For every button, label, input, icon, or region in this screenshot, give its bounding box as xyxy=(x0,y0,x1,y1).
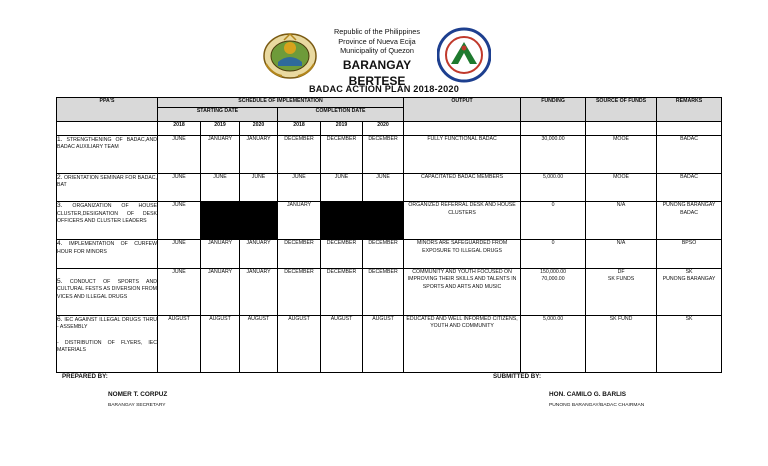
table-row xyxy=(57,268,722,315)
redacted-block xyxy=(321,202,404,240)
table-row xyxy=(57,240,722,269)
table-row xyxy=(57,136,722,174)
start-2019: AUGUST xyxy=(201,315,240,372)
ppa-cell xyxy=(57,268,158,315)
redacted-block xyxy=(201,202,278,240)
row-number: 3. xyxy=(57,202,63,210)
header-starting-date: STARTING DATE xyxy=(158,108,278,122)
completion-2020: DECEMBER xyxy=(363,240,404,269)
province-line: Province of Nueva Ecija xyxy=(338,36,416,46)
year-cell xyxy=(586,122,657,136)
action-plan-table xyxy=(56,97,722,373)
table-row xyxy=(57,315,722,372)
remarks-cell: BADAC xyxy=(657,136,722,174)
source-cell: SK FUND xyxy=(586,315,657,372)
source-cell: N/A xyxy=(586,202,657,240)
ppa-cell xyxy=(57,136,158,174)
completion-2020: AUGUST xyxy=(363,315,404,372)
source-cell xyxy=(586,268,657,315)
ppa-cell xyxy=(57,202,158,240)
submitted-by-label: SUBMITTED BY: xyxy=(493,373,542,380)
year-cell: 2019 xyxy=(201,122,240,136)
remarks-value: SK xyxy=(685,268,693,275)
ppa-subtext: - DISTRIBUTION OF FLYERS, IEC MATERIALS xyxy=(57,339,157,353)
funding-cell: 30,000.00 xyxy=(521,136,586,174)
ppa-text: STRENGTHENING OF BADAC,AND BADAC AUXILIARY TEAM xyxy=(57,137,157,151)
remarks-cell: BPSO xyxy=(657,240,722,269)
header-ppas: PPA'S xyxy=(57,98,158,122)
remarks-cell xyxy=(657,268,722,315)
start-2018: JUNE xyxy=(158,173,201,202)
year-cell: 2018 xyxy=(158,122,201,136)
prepared-by-name: NOMER T. CORPUZ xyxy=(108,391,168,398)
output-cell: FULLY FUNCTIONAL BADAC xyxy=(404,136,521,174)
ppa-cell xyxy=(57,173,158,202)
start-2020: JANUARY xyxy=(240,268,278,315)
completion-2018: DECEMBER xyxy=(278,268,321,315)
output-cell: MINORS ARE SAFEGUARDED FROM EXPOSURE TO ILLEGAL DRUGS xyxy=(404,240,521,269)
start-2019: JANUARY xyxy=(201,240,240,269)
output-cell: ORGANIZED REFERRAL DESK AND HOUSE CLUSTERS xyxy=(404,202,521,240)
funding-cell: 5,000.00 xyxy=(521,315,586,372)
ppa-text: IMPLEMENTATION OF CURFEW HOUR FOR MINORS xyxy=(57,241,157,255)
remarks-cell: BADAC xyxy=(657,173,722,202)
table-row xyxy=(57,202,722,240)
funding-cell: 0 xyxy=(521,240,586,269)
row-number: 5. xyxy=(57,277,63,285)
municipality-line: Municipality of Quezon xyxy=(340,46,414,56)
year-cell xyxy=(404,122,521,136)
row-number: 4. xyxy=(57,240,63,248)
completion-2020: DECEMBER xyxy=(363,136,404,174)
start-2020: JUNE xyxy=(240,173,278,202)
source-value: DF xyxy=(617,268,625,275)
funding-value: 150,000.00 xyxy=(540,268,567,275)
completion-2019: JUNE xyxy=(321,173,363,202)
start-2018: JUNE xyxy=(158,136,201,174)
start-2018: JUNE xyxy=(158,202,201,240)
output-cell: CAPACITATED BADAC MEMBERS xyxy=(404,173,521,202)
header-funding: FUNDING xyxy=(521,98,586,122)
start-2020: JANUARY xyxy=(240,240,278,269)
start-2018: AUGUST xyxy=(158,315,201,372)
plan-title: BADAC ACTION PLAN 2018-2020 xyxy=(308,84,460,94)
source-cell: N/A xyxy=(586,240,657,269)
start-2018: JUNE xyxy=(158,240,201,269)
start-2018: JUNE xyxy=(158,268,201,315)
completion-2018: DECEMBER xyxy=(278,240,321,269)
ppa-cell xyxy=(57,240,158,269)
prepared-by-position: BARANGAY SECRETARY xyxy=(108,403,166,408)
republic-line: Republic of the Philippines xyxy=(334,27,420,36)
remarks-cell: PUNONG BARANGAY BADAC xyxy=(657,202,722,240)
submitted-by-name: HON. CAMILO G. BARLIS xyxy=(549,391,627,398)
submitted-by-position: PUNONG BARANGAY/BADAC CHAIRMAN xyxy=(549,403,645,408)
start-2020: JANUARY xyxy=(240,136,278,174)
quezon-municipal-seal-icon xyxy=(262,28,318,82)
ppa-text: ORGANIZATION OF HOUSE CLUSTER,DESIGNATION OF DESK OFFICERS AND CLUSTER LEADERS xyxy=(57,203,157,225)
row-number: 6. xyxy=(57,315,63,323)
header-completion-date: COMPLETION DATE xyxy=(278,108,404,122)
header-source: SOURCE OF FUNDS xyxy=(586,98,657,122)
completion-2020: DECEMBER xyxy=(363,268,404,315)
row-number: 2. xyxy=(57,173,63,181)
year-cell: 2019 xyxy=(321,122,363,136)
letterhead-text xyxy=(318,27,436,89)
year-cell: 2018 xyxy=(278,122,321,136)
barangay-bertese-seal-icon xyxy=(437,26,491,84)
remarks-value: PUNONG BARANGAY xyxy=(662,276,716,283)
header-remarks: REMARKS xyxy=(657,98,722,122)
year-cell xyxy=(657,122,722,136)
completion-2019: DECEMBER xyxy=(321,136,363,174)
remarks-cell: SK xyxy=(657,315,722,372)
funding-value: 70,000.00 xyxy=(541,276,565,283)
ppa-text: IEC AGAINST ILLEGAL DRUGS THRU - ASSEMBLY xyxy=(57,316,157,331)
year-cell: 2020 xyxy=(240,122,278,136)
year-cell: 2020 xyxy=(363,122,404,136)
funding-cell xyxy=(521,268,586,315)
header-output: OUTPUT xyxy=(404,98,521,122)
completion-2018: JANUARY xyxy=(278,202,321,240)
ppa-text: ORIENTATION SEMINAR FOR BADAC, BAT xyxy=(57,174,157,189)
header-schedule: SCHEDULE OF IMPLEMENTATION xyxy=(158,98,404,108)
completion-2018: AUGUST xyxy=(278,315,321,372)
source-cell: MOOE xyxy=(586,136,657,174)
prepared-by-label: PREPARED BY: xyxy=(62,373,108,380)
completion-2019: DECEMBER xyxy=(321,240,363,269)
table-row xyxy=(57,173,722,202)
start-2019: JUNE xyxy=(201,173,240,202)
barangay-name: BARANGAY BERTESE xyxy=(342,57,412,88)
completion-2019: AUGUST xyxy=(321,315,363,372)
output-cell: EDUCATED AND WELL INFORMED CITIZENS, YOUTH AND COMMUNITY xyxy=(404,315,521,372)
funding-cell: 0 xyxy=(521,202,586,240)
completion-2018: JUNE xyxy=(278,173,321,202)
row-number: 1. xyxy=(57,136,63,143)
source-value: SK FUNDS xyxy=(607,276,635,283)
source-cell: MOOE xyxy=(586,173,657,202)
start-2020: AUGUST xyxy=(240,315,278,372)
year-cell xyxy=(521,122,586,136)
output-cell: COMMUNITY AND YOUTH FOCUSED ON IMPROVING THEIR SKILLS AND TALENTS IN SPORTS AND ARTS AND MUSIC xyxy=(404,268,521,315)
funding-cell: 5,000.00 xyxy=(521,173,586,202)
start-2019: JANUARY xyxy=(201,268,240,315)
completion-2019: DECEMBER xyxy=(321,268,363,315)
completion-2020: JUNE xyxy=(363,173,404,202)
completion-2018: DECEMBER xyxy=(278,136,321,174)
ppa-text: CONDUCT OF SPORTS AND CULTURAL FESTS AS DIVERSION FROM VICES AND ILLEGAL DRUGS xyxy=(57,278,157,300)
ppa-cell xyxy=(57,315,158,372)
start-2019: JANUARY xyxy=(201,136,240,174)
letterhead xyxy=(0,22,768,86)
year-cell xyxy=(57,122,158,136)
